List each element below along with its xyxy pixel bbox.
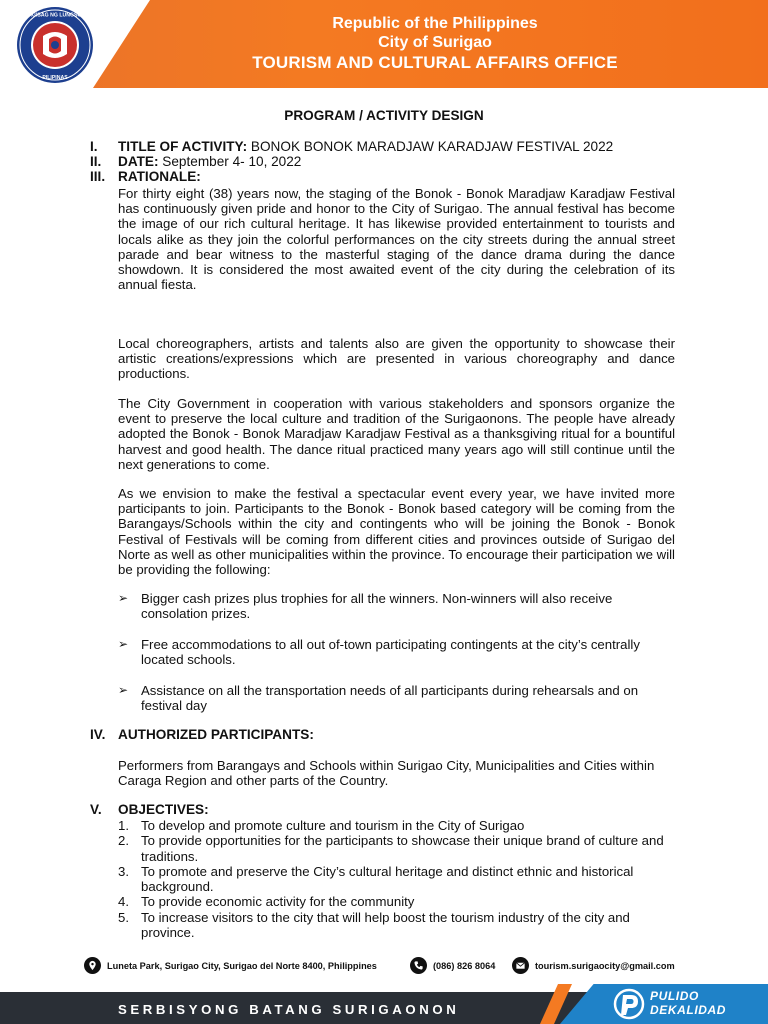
section-label: DATE: xyxy=(118,154,159,169)
list-item xyxy=(118,683,678,714)
list-item xyxy=(118,637,678,668)
arrow-bullet-icon: ➢ xyxy=(118,591,129,605)
objective-number: 1. xyxy=(118,818,129,833)
email-item xyxy=(512,957,675,974)
section-number: IV. xyxy=(90,727,106,742)
section-label: RATIONALE: xyxy=(118,169,201,184)
rationale-paragraph-3: The City Government in cooperation with various stakeholders and sponsors organize the event to preserve the local culture and tradition of the Surigaonons. The people have already adopted the Bonok - Bonok Maradjaw Karadjaw Festival as a thanksgiving ritual for a bountiful harvest and good health. The dance ritual practiced many years ago will still continue until the next generations to come. xyxy=(118,396,675,472)
list-item xyxy=(118,833,678,864)
section-title-of-activity xyxy=(90,139,613,155)
section-label: AUTHORIZED PARTICIPANTS: xyxy=(118,727,314,742)
brand-wordmark xyxy=(650,989,726,1017)
arrow-bullet-icon: ➢ xyxy=(118,683,129,697)
office-name: TOURISM AND CULTURAL AFFAIRS OFFICE xyxy=(252,53,618,72)
objective-text: To provide economic activity for the community xyxy=(141,894,415,910)
date-value: September 4- 10, 2022 xyxy=(158,154,302,169)
document-title: PROGRAM / ACTIVITY DESIGN xyxy=(284,108,484,123)
section-number: I. xyxy=(90,139,98,154)
list-item xyxy=(118,818,678,833)
footer-tagline: SERBISYONG BATANG SURIGAONON xyxy=(118,1002,460,1017)
mail-icon xyxy=(512,957,529,974)
phone-item xyxy=(410,957,495,974)
address-text: Luneta Park, Surigao City, Surigao del Norte 8400, Philippines xyxy=(107,960,377,971)
section-date xyxy=(90,154,301,170)
objective-number: 4. xyxy=(118,894,129,910)
section-objectives xyxy=(90,802,209,818)
section-rationale xyxy=(90,169,201,185)
arrow-bullet-icon: ➢ xyxy=(118,637,129,651)
section-label: OBJECTIVES: xyxy=(118,802,209,817)
objective-number: 3. xyxy=(118,863,129,879)
location-pin-icon xyxy=(84,957,101,974)
contact-info-row xyxy=(84,957,694,977)
svg-text:SAGISAG NG LUNGSOD: SAGISAG NG LUNGSOD xyxy=(24,12,86,19)
list-item xyxy=(118,864,678,895)
section-authorized-participants xyxy=(90,727,314,743)
section-label: TITLE OF ACTIVITY: xyxy=(118,139,248,154)
bullet-text: Free accommodations to all out of-town participating contingents at the city’s centrally located schools. xyxy=(141,637,640,668)
pulido-dekalidad-logo-icon xyxy=(612,988,648,1020)
phone-text: (086) 826 8064 xyxy=(433,960,496,971)
section-number: II. xyxy=(90,154,102,169)
bullet-text: Bigger cash prizes plus trophies for all the winners. Non-winners will also receive consolation prizes. xyxy=(141,591,613,622)
city-seal-icon xyxy=(16,6,94,84)
section-number: III. xyxy=(90,169,106,184)
objectives-list xyxy=(118,818,678,940)
participants-paragraph: Performers from Barangays and Schools within Surigao City, Municipalities and Cities within Caraga Region and other parts of the Country. xyxy=(118,758,655,789)
bullet-text: Assistance on all the transportation needs of all participants during rehearsals and on festival day xyxy=(141,683,639,714)
rationale-paragraph-1: For thirty eight (38) years now, the staging of the Bonok - Bonok Maradjaw Karadjaw Festival has continuously given pride and honor to the City of Surigao. The annual festival has become the image of our rich cultural heritage. It has likewise provided entertainment to tourists and locals alike as they join the colorful performances on the city streets during the annual street parade and bear witness to the masterful staging of the dance drama during the dance showdown. It is considered the most awaited event of the city during the celebration of its annual fiesta. xyxy=(118,186,675,293)
letterhead-title-block xyxy=(150,14,720,74)
svg-text:PILIPINAS: PILIPINAS xyxy=(42,75,68,81)
activity-title-value: BONOK BONOK MARADJAW KARADJAW FESTIVAL 2022 xyxy=(247,139,614,154)
rationale-paragraph-4: As we envision to make the festival a spectacular event every year, we have invited more participants to join. Participants to the Bonok - Bonok based category will be coming from the Barangays/Schools within the city and contingents who will be joining the Bonok - Bonok Festival of Festivals will be coming from different cities and provinces outside of Surigao del Norte as well as other municipalities within the province. To encourage their participation we will be providing the following: xyxy=(118,486,675,578)
objective-text: To promote and preserve the City’s cultural heritage and distinct ethnic and historical background. xyxy=(141,863,634,895)
letterhead-banner xyxy=(0,0,768,88)
objective-text: To develop and promote culture and tourism in the City of Surigao xyxy=(141,818,525,833)
objective-number: 5. xyxy=(118,909,129,925)
rationale-paragraph-2: Local choreographers, artists and talents also are given the opportunity to showcase their artistic creations/expressions which are presented in various choreography and dance productions. xyxy=(118,336,675,382)
brand-line-1: PULIDO xyxy=(650,989,699,1003)
republic-line: Republic of the Philippines xyxy=(332,15,538,32)
brand-line-2: DEKALIDAD xyxy=(650,1003,727,1017)
objective-number: 2. xyxy=(118,833,129,849)
objective-text: To provide opportunities for the participants to showcase their unique brand of culture and traditions. xyxy=(141,833,664,864)
objective-text: To increase visitors to the city that will help boost the tourism industry of the city and province. xyxy=(141,909,630,941)
phone-icon xyxy=(410,957,427,974)
email-text: tourism.surigaocity@gmail.com xyxy=(535,960,675,971)
list-item xyxy=(118,894,678,909)
list-item xyxy=(118,910,678,941)
list-item xyxy=(118,591,678,622)
section-number: V. xyxy=(90,802,102,817)
address-item xyxy=(84,957,377,974)
city-line: City of Surigao xyxy=(378,34,492,51)
